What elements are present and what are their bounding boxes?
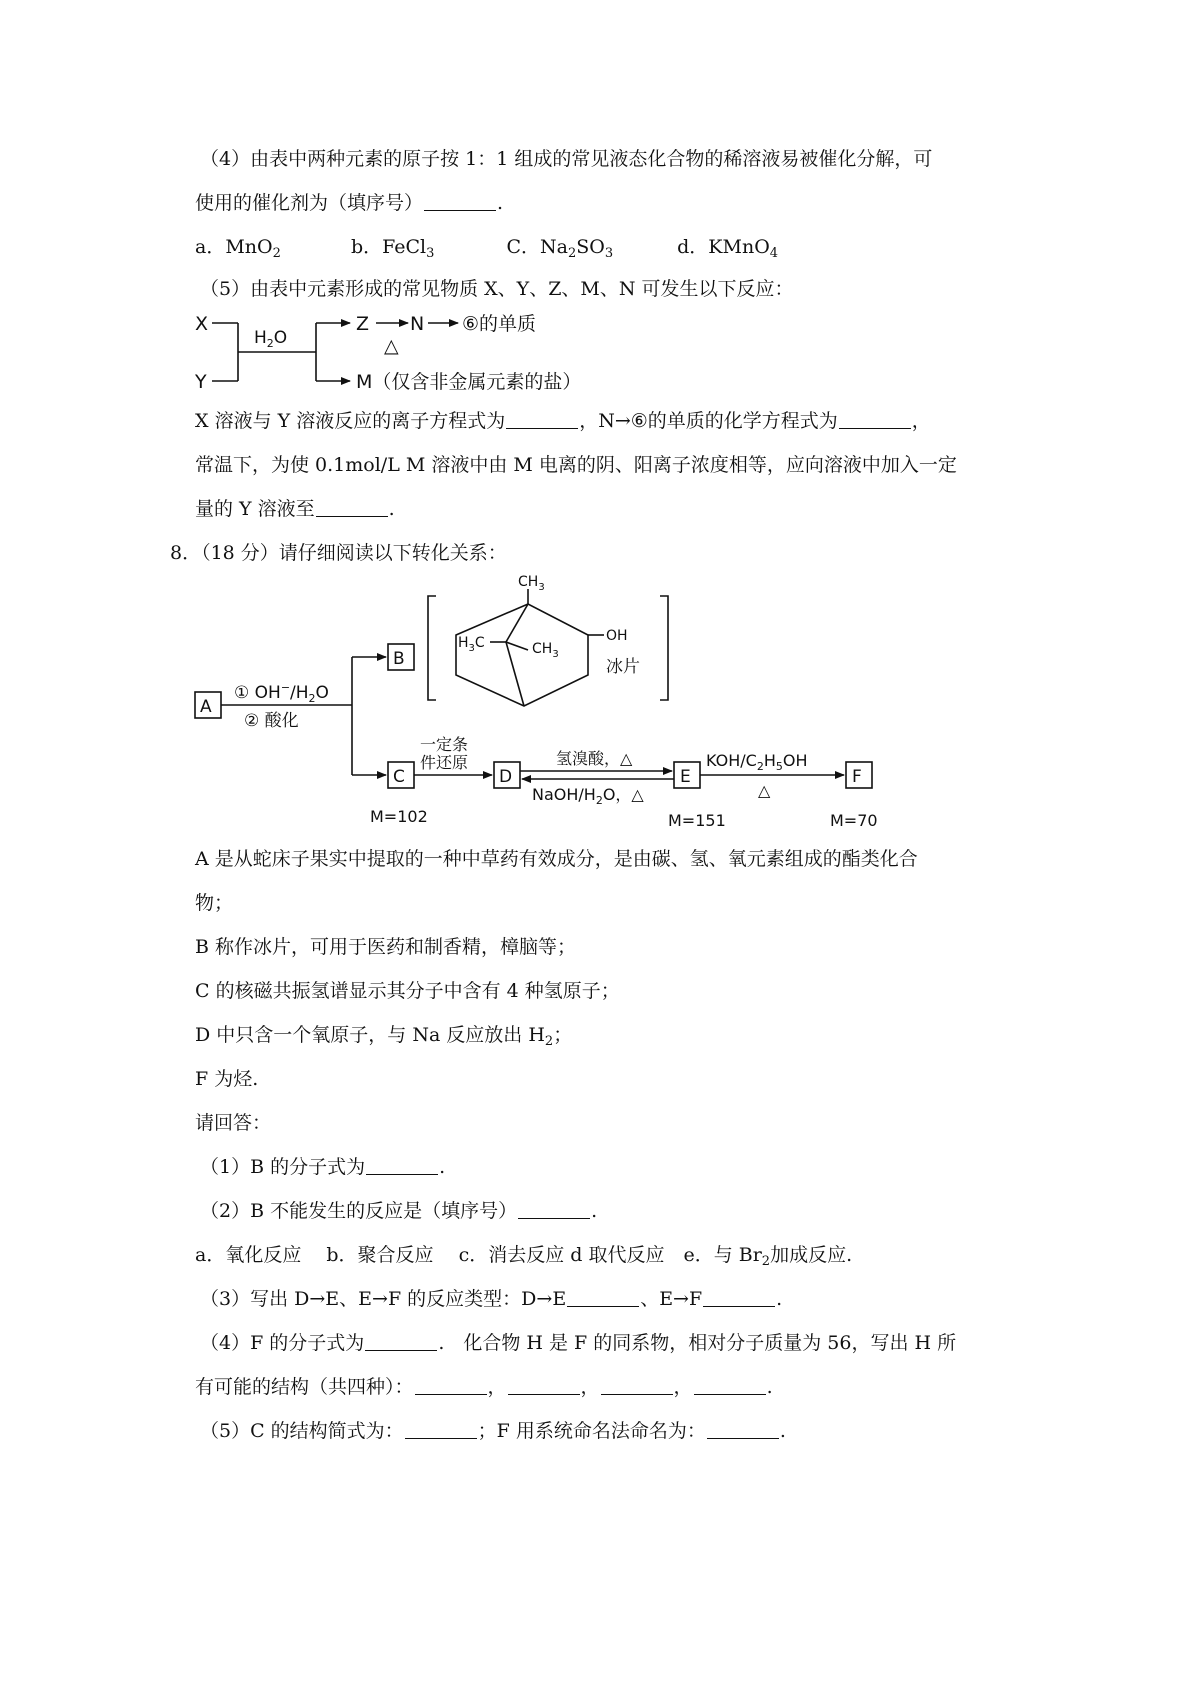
q8-desc-c: C 的核磁共振氢谱显示其分子中含有 4 种氢原子； [195, 980, 620, 1002]
label-z: Z [356, 313, 370, 335]
option-c: C．$Na_2SO_3$ [506, 236, 614, 261]
label-f: F [852, 767, 862, 787]
q7-part5-line1: （5）由表中元素形成的常见物质 X、Y、Z、M、N 可发生以下反应： [200, 278, 794, 300]
label-naoh: NaOH/$H_2O$，△ [532, 785, 644, 807]
label-m: M（仅含非金属元素的盐） [356, 371, 582, 393]
label-hbr: 氢溴酸，△ [556, 749, 633, 768]
answer-blank[interactable] [694, 1376, 766, 1395]
box-d [494, 762, 520, 788]
answer-blank[interactable] [365, 1332, 437, 1351]
answer-blank[interactable] [707, 1420, 779, 1439]
answer-blank[interactable] [366, 1156, 438, 1175]
label-b: B [393, 649, 405, 669]
q7-part5-line2: X 溶液与 Y 溶液反应的离子方程式为 ，N→⑥的单质的化学方程式为 ， [195, 410, 931, 432]
q7-part4-line2: 使用的催化剂为（填序号） . [195, 192, 504, 214]
label-borneol: 冰片 [606, 657, 640, 677]
label-d: D [499, 767, 513, 787]
answer-blank[interactable] [415, 1376, 487, 1395]
q7-part5-line3: 常温下，为使 0.1mol/L M 溶液中由 M 电离的阴、阳离子浓度相等，应向溶液中加入一定 [195, 454, 957, 476]
q7-part4-prompt: 使用的催化剂为（填序号） [195, 192, 424, 214]
q8-desc-a-line2: 物； [195, 892, 234, 914]
label-n: N [410, 313, 425, 335]
label-step2: ② 酸化 [244, 711, 299, 731]
q8-desc-a-line1: A 是从蛇床子果实中提取的一种中草药有效成分，是由碳、氢、氧元素组成的酯类化合 [195, 848, 918, 870]
q7-options [195, 234, 778, 260]
box-c [388, 762, 414, 788]
answer-blank[interactable] [567, 1288, 639, 1307]
q8-desc-d: D 中只含一个氧原子，与 Na 反应放出 $H_2$； [195, 1024, 573, 1049]
box-b [388, 644, 414, 670]
q8-sub2: （2）B 不能发生的反应是（填序号） . [200, 1200, 598, 1222]
q8-sub2-options: a．氧化反应 b．聚合反应 c．消去反应 d 取代反应 e．与 $Br_2$加成反应. [195, 1244, 853, 1269]
q7-part5-line4: 量的 Y 溶液至 . [195, 498, 395, 520]
q8-sub4-line2: 有可能的结构（共四种）： ， ， ， . [195, 1376, 773, 1398]
answer-blank[interactable] [601, 1376, 673, 1395]
label-ch3-top: $CH_3$ [518, 574, 545, 593]
option-b: b．FeCl$_3$ [350, 236, 435, 261]
answer-blank[interactable] [424, 192, 496, 211]
q7-part4-line1: （4）由表中两种元素的原子按 1：1 组成的常见液态化合物的稀溶液易被催化分解，可 [200, 148, 933, 170]
label-cond-line1: 一定条 [420, 735, 469, 754]
box-f [846, 762, 872, 788]
box-e [674, 762, 700, 788]
label-sixth-element: ⑥的单质 [462, 313, 537, 335]
label-koh: KOH/$C_2H_5OH$ [706, 751, 808, 773]
answer-blank[interactable] [518, 1200, 590, 1219]
label-h3c: $H_3C$ [458, 635, 485, 654]
q8-sub4: （4）F 的分子式为 . 化合物 H 是 F 的同系物，相对分子质量为 56，写出 H 所 [200, 1332, 957, 1354]
label-delta-2: △ [758, 781, 771, 800]
box-a [195, 692, 221, 718]
q8-heading: 8．（18 分）请仔细阅读以下转化关系： [170, 542, 507, 564]
q8-desc-b: B 称作冰片，可用于医药和制香精，樟脑等； [195, 936, 577, 958]
q8-desc-f: F 为烃. [195, 1068, 259, 1090]
label-y: Y [195, 371, 207, 393]
label-h2o: $H_2O$ [254, 328, 288, 350]
label-x: X [195, 313, 209, 335]
label-mass-f: M=70 [830, 811, 878, 830]
label-mass-e: M=151 [668, 811, 726, 830]
answer-blank[interactable] [316, 498, 388, 517]
option-d: d．KMnO$_4$ [677, 236, 779, 261]
label-cond-line2: 件还原 [420, 753, 469, 772]
label-delta: △ [384, 335, 399, 357]
label-step1: ① $OH^-/H_2O$ [234, 681, 329, 705]
answer-blank[interactable] [508, 1376, 580, 1395]
answer-blank[interactable] [405, 1420, 477, 1439]
label-a: A [200, 697, 212, 717]
label-e: E [680, 767, 691, 787]
q8-ask: 请回答： [195, 1112, 272, 1134]
q8-sub3: （3）写出 D→E、E→F 的反应类型：D→E 、E→F . [200, 1288, 783, 1310]
q8-sub1: （1）B 的分子式为 . [200, 1156, 446, 1178]
answer-blank[interactable] [839, 410, 911, 429]
label-oh: OH [606, 628, 628, 644]
label-mass-c: M=102 [370, 807, 428, 826]
label-ch3-mid: $CH_3$ [532, 641, 559, 660]
answer-blank[interactable] [506, 410, 578, 429]
q8-sub5: （5）C 的结构简式为： ；F 用系统命名法命名为： . [200, 1420, 786, 1442]
label-c: C [393, 767, 405, 787]
option-a: a．MnO$_2$ [195, 236, 281, 261]
answer-blank[interactable] [703, 1288, 775, 1307]
